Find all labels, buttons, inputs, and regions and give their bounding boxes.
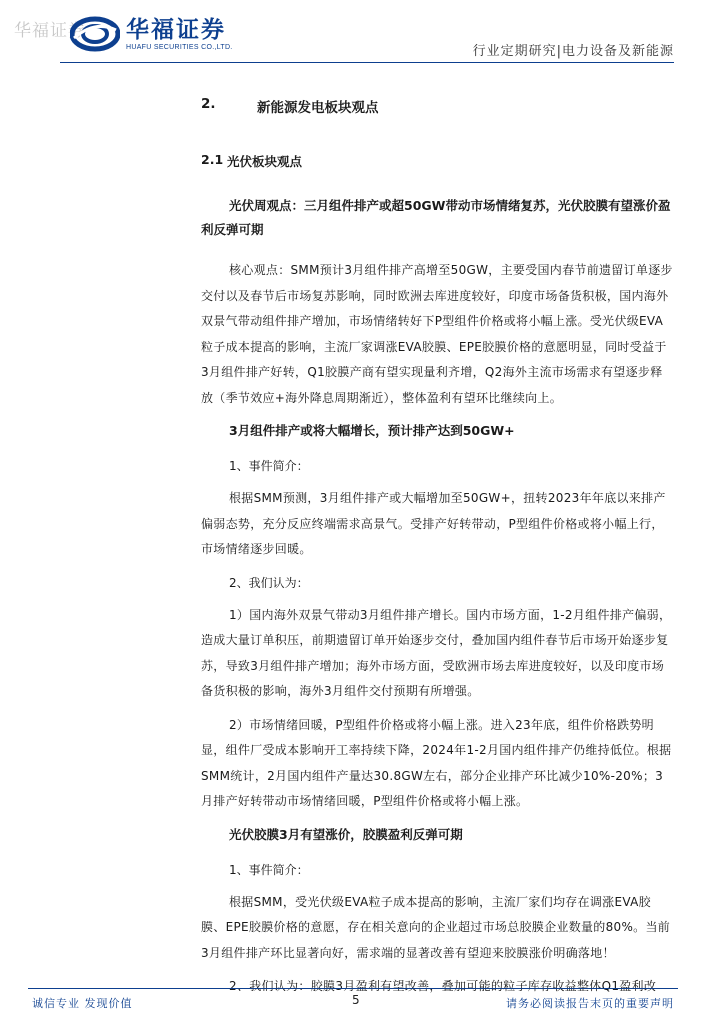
header-divider xyxy=(60,62,674,63)
company-logo xyxy=(70,14,233,54)
topic2-view-partial: 2、我们认为：胶膜3月盈利有望改善，叠加可能的粒子库存收益整体Q1盈利改 xyxy=(229,979,657,993)
section-number: 2. xyxy=(201,96,216,112)
logo-swirl-icon xyxy=(70,14,120,54)
section-title: 新能源发电板块观点 xyxy=(257,100,379,116)
subsection-number: 2.1 xyxy=(201,152,224,167)
page-number: 5 xyxy=(352,993,360,1007)
topic1-title: 3月组件排产或将大幅增长，预计排产达到50GW+ xyxy=(229,423,515,438)
topic1-event-label: 1、事件简介： xyxy=(229,459,309,473)
weekly-view-lead: 光伏周观点：三月组件排产或超50GW带动市场情绪复苏，光伏胶膜有望涨价盈利反弹可期 xyxy=(201,198,671,237)
subsection-title: 光伏板块观点 xyxy=(227,154,303,169)
logo-name-cn: 华福证券 xyxy=(126,16,226,43)
section-heading xyxy=(201,96,674,116)
logo-name-en: HUAFU SECURITIES CO.,LTD. xyxy=(126,43,233,51)
footer-disclaimer: 请务必阅读报告末页的重要声明 xyxy=(506,997,674,1010)
topic1-view-point1: 1）国内海外双景气带动3月组件排产增长。国内市场方面，1-2月组件排产偏弱，造成大量订单积压，前期遗留订单开始逐步交付，叠加国内组件春节后市场开始逐步复苏，导致3月组件排产增加；海外市场方面，受欧洲市场去库进度较好，以及印度市场备货积极的影响，海外3月组件交付预期有所增强。 xyxy=(201,607,672,698)
report-category: 行业定期研究|电力设备及新能源 xyxy=(472,44,674,59)
topic1-view-label: 2、我们认为： xyxy=(229,575,309,590)
topic1-event-text: 根据SMM预测，3月组件排产或大幅增加至50GW+，扭转2023年年底以来排产偏弱态势，充分反应终端需求高景气。受排产好转带动，P型组件价格或将小幅上行，市场情绪逐步回暖。 xyxy=(201,491,666,556)
subsection-heading xyxy=(201,152,674,170)
document-body xyxy=(201,96,674,1008)
core-view-paragraph: 核心观点：SMM预计3月组件排产高增至50GW，主要受国内春节前遗留订单逐步交付以及春节后市场复苏影响，同时欧洲去库进度较好，印度市场备货积极，国内海外双景气带动组件排产增加，市场情绪转好下P型组件价格或将小幅上涨。受光伏级EVA粒子成本提高的影响，主流厂家调涨EVA胶膜、EPE胶膜价格的意愿明显，同时受益于3月组件排产好转，Q1胶膜产商有望实现量利齐增，Q2海外主流市场需求有望逐步释放（季节效应+海外降息周期渐近），整体盈利有望环比继续向上。 xyxy=(201,263,673,405)
watermark: 华福证券 xyxy=(14,21,86,41)
topic1-view-point2: 2）市场情绪回暖，P型组件价格或将小幅上涨。进入23年底，组件价格跌势明显，组件厂受成本影响开工率持续下降，2024年1-2月国内组件排产仍维持低位。根据SMM统计，2月国内组件产量达30.8GW左右，部分企业排产环比减少10%-20%；3月排产好转带动市场情绪回暖，P型组件价格或将小幅上涨。 xyxy=(201,717,672,808)
topic2-title: 光伏胶膜3月有望涨价，胶膜盈利反弹可期 xyxy=(229,826,463,842)
topic2-event-label: 1、事件简介： xyxy=(229,862,309,877)
topic2-event-text: 根据SMM，受光伏级EVA粒子成本提高的影响，主流厂家们均存在调涨EVA胶膜、EPE胶膜价格的意愿，存在相关意向的企业超过市场总胶膜企业数量的80%。当前3月组件排产环比显著向好，需求端的显著改善有望迎来胶膜涨价明确落地！ xyxy=(201,894,671,960)
footer-slogan: 诚信专业 发现价值 xyxy=(32,997,133,1010)
footer-divider xyxy=(28,988,678,989)
